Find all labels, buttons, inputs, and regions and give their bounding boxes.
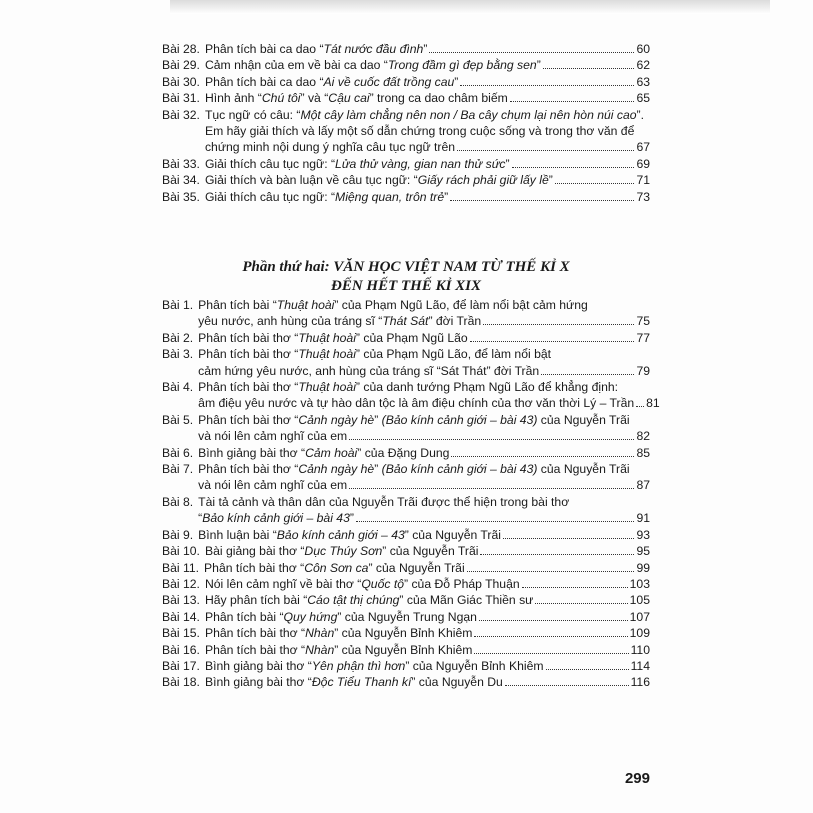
entry-number: Bài 35. [162, 189, 200, 204]
text-segment: ”. [636, 107, 644, 122]
entry-number: Bài 13. [162, 593, 200, 608]
text-segment: ” [374, 412, 382, 427]
text-segment: Bình giảng bài thơ “ [198, 445, 306, 460]
work-title: Ai về cuốc đất trồng cau [323, 74, 455, 89]
text-segment: Phân tích bài thơ “ [198, 380, 299, 395]
work-title: Chú tôi [261, 91, 301, 106]
work-title: Cảm hoài [305, 445, 358, 460]
entry-title-line [205, 57, 650, 73]
dot-leader [555, 183, 635, 184]
text-segment: Phân tích bài ca dao “ [204, 42, 324, 56]
text-segment: Tài tả cảnh và thân dân của Nguyễn Trãi được thể hiện trong bài thơ [198, 494, 570, 509]
dot-leader [510, 101, 635, 102]
entry-title-text [205, 156, 510, 172]
entry-title-line [198, 428, 650, 444]
text-segment: Phân tích bài “ [198, 298, 277, 312]
entry-title-line [198, 379, 650, 395]
entry-title-line [205, 41, 650, 57]
entry-number: Bài 8. [162, 494, 194, 509]
entry-number: Bài 2. [162, 330, 194, 345]
entry-title [198, 494, 650, 527]
entry-title-text [205, 674, 503, 690]
toc-entry [162, 560, 650, 576]
text-segment: ” đời Trần [428, 314, 482, 329]
entry-title [205, 592, 650, 608]
text-segment: âm điệu yêu nước và tự hào dân tộc là âm điệu chính của thơ văn thời Lý – Trần [198, 396, 635, 411]
entry-title-text [198, 363, 539, 379]
work-title: (Bảo kính cảnh giới – bài 43) [381, 412, 538, 427]
text-segment: ” [374, 462, 382, 477]
work-title: Cáo tật thị chúng [307, 593, 400, 608]
page-ref: 110 [630, 642, 650, 657]
text-segment: Bình luận bài “ [198, 527, 277, 542]
dot-leader [474, 653, 628, 654]
entry-number: Bài 16. [162, 642, 200, 657]
text-segment: Hình ảnh “ [204, 91, 262, 106]
page-number: 299 [624, 770, 650, 787]
toc-entry [162, 592, 650, 608]
entry-title-text [198, 313, 481, 329]
dot-leader [546, 669, 629, 670]
entry-title-line [205, 674, 650, 690]
text-segment: ” của Phạm Ngũ Lão [355, 330, 468, 345]
entry-title-text [205, 642, 472, 658]
text-segment: và nói lên cảm nghĩ của em [198, 429, 348, 444]
entry-title-line [198, 297, 650, 313]
entry-number: Bài 33. [162, 156, 200, 171]
entry-title [205, 674, 650, 690]
page-ref: 81 [646, 396, 660, 411]
dot-leader [636, 406, 644, 407]
toc-entry [162, 625, 650, 641]
entry-title-line [198, 330, 650, 346]
text-segment: ” [423, 42, 428, 56]
text-segment: ” [454, 74, 459, 89]
toc-entry [162, 57, 650, 73]
text-segment: Bình giảng bài thơ “ [204, 658, 312, 673]
work-title: Thuật hoài [276, 298, 335, 312]
toc-entry [162, 412, 650, 445]
text-segment: và nói lên cảm nghĩ của em [198, 478, 348, 493]
page-top-edge [170, 0, 770, 14]
work-title: Độc Tiểu Thanh kí [311, 675, 412, 690]
text-segment: Cảm nhận của em về bài ca dao “ [204, 58, 388, 73]
toc-part-two [162, 297, 660, 691]
text-segment: Hãy phân tích bài “ [204, 593, 308, 608]
page-ref: 63 [636, 74, 650, 89]
text-segment: ” của danh tướng Phạm Ngũ Lão để khẳng định: [355, 380, 619, 395]
text-segment: Phân tích bài thơ “ [204, 642, 306, 657]
entry-title-text [205, 139, 455, 155]
entry-title [205, 57, 650, 73]
entry-title-line [198, 494, 650, 510]
entry-title [205, 107, 650, 156]
page-ref: 82 [636, 429, 650, 444]
section-title [162, 258, 650, 296]
work-title: (Bảo kính cảnh giới – bài 43) [381, 462, 538, 477]
entry-title [205, 172, 650, 188]
entry-title-text [205, 658, 544, 674]
work-title: Thát Sát [382, 314, 429, 329]
text-segment: ” của Nguyễn Bỉnh Khiêm [334, 642, 473, 657]
toc-entry [162, 609, 650, 625]
entry-number: Bài 7. [162, 462, 194, 477]
entry-title-text [205, 57, 541, 73]
text-segment: ” của Nguyễn Du [411, 675, 503, 690]
page-ref: 114 [630, 658, 650, 673]
work-title: Cậu cai [328, 91, 370, 106]
entry-title-text [205, 625, 472, 641]
toc-entry [162, 642, 650, 658]
page-ref: 60 [636, 42, 650, 56]
toc-entry [162, 445, 650, 461]
text-segment: ” của Đặng Dung [357, 445, 450, 460]
toc-entry [162, 527, 650, 543]
text-segment: Nói lên cảm nghĩ về bài thơ “ [204, 576, 362, 591]
entry-title-line [205, 592, 650, 608]
page-ref: 62 [636, 58, 650, 73]
entry-title-line [198, 510, 650, 526]
entry-title [198, 461, 650, 494]
entry-title-line [205, 642, 650, 658]
entry-title-text [205, 543, 479, 559]
dot-leader [543, 68, 635, 69]
entry-title-line [198, 445, 650, 461]
dot-leader [450, 200, 634, 201]
page-ref: 103 [629, 576, 650, 591]
toc-entry [162, 674, 650, 690]
text-segment: chứng minh nội dung ý nghĩa câu tục ngữ trên [204, 140, 456, 155]
entry-title [205, 41, 650, 57]
entry-title-line [205, 107, 650, 123]
entry-title-text [205, 172, 553, 188]
entry-title-line [198, 477, 650, 493]
entry-title-text [205, 576, 520, 592]
toc-entry [162, 543, 650, 559]
entry-title [198, 379, 660, 412]
entry-title [205, 156, 650, 172]
entry-number: Bài 32. [162, 107, 200, 122]
text-segment: Tục ngữ có câu: “ [204, 107, 301, 122]
entry-number: Bài 10. [162, 544, 200, 559]
work-title: Cảnh ngày hè [298, 412, 375, 427]
dot-leader [512, 167, 635, 168]
entry-title-text [198, 445, 449, 461]
toc-entry [162, 658, 650, 674]
page-ref: 93 [636, 527, 650, 542]
page-ref: 71 [636, 173, 650, 188]
entry-title-line [205, 172, 650, 188]
work-title: Thuật hoài [298, 347, 356, 362]
dot-leader [479, 620, 628, 621]
text-segment: ” của Nguyễn Bỉnh Khiêm [405, 658, 544, 673]
page-ref: 99 [636, 560, 650, 575]
work-title: Thuật hoài [298, 330, 356, 345]
text-segment: Phân tích bài thơ “ [198, 330, 299, 345]
dot-leader [356, 521, 635, 522]
toc-entry [162, 172, 650, 188]
entry-title-text [198, 395, 634, 411]
entry-number: Bài 12. [162, 576, 200, 591]
text-segment: ” của Phạm Ngũ Lão, để làm nổi bật cảm hứng [334, 298, 588, 312]
work-title: Miệng quan, trôn trẻ [335, 189, 445, 204]
dot-leader [470, 341, 635, 342]
entry-title-line [205, 543, 650, 559]
entry-title-text [198, 428, 347, 444]
toc-entry [162, 494, 650, 527]
entry-title [205, 658, 650, 674]
entry-number: Bài 3. [162, 347, 194, 362]
entry-title-line [205, 625, 650, 641]
section-title-line-1: Phần thứ hai: VĂN HỌC VIỆT NAM TỪ THẾ KỈ X [242, 259, 570, 275]
text-segment: Phân tích bài thơ “ [198, 347, 299, 362]
entry-number: Bài 17. [162, 658, 200, 673]
page-ref: 75 [636, 314, 650, 329]
page-ref: 116 [630, 675, 650, 690]
entry-title-line [205, 658, 650, 674]
entry-number: Bài 14. [162, 609, 200, 624]
page-ref: 69 [636, 156, 650, 171]
entry-title [205, 576, 650, 592]
toc-entry [162, 297, 650, 330]
text-segment: Em hãy giải thích và lấy một số dẫn chứng trong cuộc sống và trong thơ văn để [204, 124, 635, 139]
text-segment: ” [444, 189, 449, 204]
text-segment: Phân tích bài “ [204, 609, 284, 624]
entry-number: Bài 9. [162, 527, 194, 542]
entry-number: Bài 1. [162, 298, 194, 312]
work-title: Lửa thử vàng, gian nan thử sức [335, 156, 506, 171]
dot-leader [522, 587, 628, 588]
entry-title [198, 297, 650, 330]
toc-entry [162, 41, 650, 57]
entry-number: Bài 28. [162, 42, 200, 56]
entry-title-text [205, 41, 427, 57]
entry-title-line [205, 74, 650, 90]
page-ref: 107 [629, 609, 650, 624]
entry-number: Bài 31. [162, 91, 200, 106]
text-segment: yêu nước, anh hùng của tráng sĩ “ [198, 314, 383, 329]
work-title: Tát nước đầu đình [323, 42, 424, 56]
text-segment: Bình giảng bài thơ “ [204, 675, 312, 690]
entry-title [198, 527, 650, 543]
work-title: Nhàn [305, 642, 335, 657]
entry-title-line [198, 313, 650, 329]
work-title: Nhàn [305, 626, 335, 641]
entry-title-line [205, 576, 650, 592]
entry-title [198, 330, 650, 346]
page-ref: 73 [636, 189, 650, 204]
dot-leader [349, 488, 634, 489]
entry-title [198, 346, 650, 379]
text-segment: “ [198, 511, 203, 526]
entry-title [205, 74, 650, 90]
text-segment: ” [536, 58, 541, 73]
dot-leader [541, 374, 634, 375]
dot-leader [451, 456, 634, 457]
page-ref: 91 [636, 511, 650, 526]
text-segment: ” [548, 173, 553, 188]
dot-leader [505, 685, 629, 686]
dot-leader [349, 439, 634, 440]
toc-entry [162, 576, 650, 592]
entry-title-text [198, 510, 354, 526]
work-title: Giấy rách phải giữ lấy lề [417, 173, 549, 188]
text-segment: ” của Đỗ Pháp Thuận [404, 576, 520, 591]
text-segment: Giải thích câu tục ngữ: “ [204, 189, 336, 204]
entry-title-line [205, 609, 650, 625]
entry-number: Bài 5. [162, 412, 194, 427]
text-segment: ” [505, 156, 510, 171]
text-segment: ” của Mãn Giác Thiền sư [399, 593, 534, 608]
page-ref: 79 [636, 363, 650, 378]
text-segment: ” của Nguyễn Trãi [368, 560, 465, 575]
section-title-line-2: ĐẾN HẾT THẾ KỈ XIX [330, 278, 482, 294]
page-ref: 105 [629, 593, 650, 608]
toc-entry [162, 107, 650, 156]
dot-leader [483, 324, 634, 325]
toc-entry [162, 330, 650, 346]
entry-title [205, 189, 650, 205]
toc-entry [162, 461, 650, 494]
work-title: Trong đầm gì đẹp bằng sen [387, 58, 537, 73]
entry-title-text [205, 74, 458, 90]
entry-title-text [205, 592, 533, 608]
text-segment: Giải thích và bàn luận về câu tục ngữ: “ [204, 173, 418, 188]
entry-number: Bài 18. [162, 675, 200, 690]
work-title: Một cây làm chẳng nên non / Ba cây chụm lại nên hòn núi cao [300, 107, 637, 122]
toc-entry [162, 189, 650, 205]
entry-title-text [198, 330, 468, 346]
dot-leader [429, 52, 634, 53]
dot-leader [467, 571, 635, 572]
work-title: Quốc tộ [361, 576, 404, 591]
text-segment: ” của Phạm Ngũ Lão, để làm nổi bật [355, 347, 552, 362]
entry-title-line [198, 395, 660, 411]
entry-title-line [205, 139, 650, 155]
dot-leader [460, 85, 634, 86]
toc-entry [162, 156, 650, 172]
work-title: Thuật hoài [298, 380, 356, 395]
page-ref: 87 [636, 478, 650, 493]
work-title: Cảnh ngày hè [298, 462, 375, 477]
dot-leader [480, 554, 634, 555]
text-segment: ” của Nguyễn Trãi [404, 527, 501, 542]
toc-entry [162, 379, 660, 412]
toc-part-one [162, 41, 650, 205]
text-segment: cảm hứng yêu nước, anh hùng của tráng sĩ “Sát Thát” đời Trần [198, 363, 540, 378]
entry-title [205, 625, 650, 641]
entry-number: Bài 15. [162, 626, 200, 641]
entry-title [205, 90, 650, 106]
entry-number: Bài 4. [162, 380, 194, 395]
page-ref: 85 [636, 445, 650, 460]
entry-title-line [204, 560, 650, 576]
text-segment: ” [349, 511, 354, 526]
dot-leader [474, 636, 627, 637]
entry-title-line [198, 363, 650, 379]
dot-leader [457, 150, 634, 151]
text-segment: Bài giảng bài thơ “ [204, 544, 305, 559]
text-segment: Phân tích bài ca dao “ [204, 74, 324, 89]
entry-title-text [205, 189, 448, 205]
work-title: Yên phận thì hơn [311, 658, 406, 673]
page-ref: 95 [636, 544, 650, 559]
text-segment: của Nguyễn Trãi [537, 462, 630, 477]
entry-title [205, 642, 650, 658]
page-ref: 65 [636, 91, 650, 106]
text-segment: Phân tích bài thơ “ [204, 626, 306, 641]
text-segment: ” của Nguyễn Trãi [382, 544, 479, 559]
entry-number: Bài 11. [162, 560, 200, 575]
entry-number: Bài 29. [162, 58, 200, 73]
page-ref: 67 [636, 140, 650, 155]
entry-number: Bài 30. [162, 74, 200, 89]
text-segment: của Nguyễn Trãi [537, 412, 630, 427]
entry-title-text [198, 527, 501, 543]
entry-title [205, 609, 650, 625]
entry-title-line [198, 461, 650, 477]
work-title: Bảo kính cảnh giới – 43 [276, 527, 405, 542]
text-segment: ” của Nguyễn Trung Ngạn [337, 609, 477, 624]
text-segment: ” trong ca dao châm biếm [369, 91, 508, 106]
work-title: Côn Sơn ca [304, 560, 369, 575]
entry-title [198, 412, 650, 445]
entry-title-line [205, 123, 650, 139]
entry-title-text [204, 560, 465, 576]
text-segment: ” của Nguyễn Bỉnh Khiêm [334, 626, 473, 641]
text-segment: Phân tích bài thơ “ [198, 412, 299, 427]
entry-title-line [198, 346, 650, 362]
entry-title-line [198, 412, 650, 428]
entry-title-line [205, 156, 650, 172]
entry-number: Bài 6. [162, 445, 194, 460]
entry-title [205, 543, 650, 559]
dot-leader [503, 538, 634, 539]
text-segment: Phân tích bài thơ “ [204, 560, 305, 575]
toc-entry [162, 74, 650, 90]
work-title: Quy hứng [283, 609, 338, 624]
text-segment: Giải thích câu tục ngữ: “ [204, 156, 336, 171]
entry-title-text [205, 90, 508, 106]
entry-title [204, 560, 650, 576]
entry-title-text [205, 609, 477, 625]
work-title: Bảo kính cảnh giới – bài 43 [202, 511, 350, 526]
work-title: Dục Thúy Sơn [304, 544, 383, 559]
page-ref: 109 [629, 626, 650, 641]
entry-title-text [198, 477, 347, 493]
toc-entry [162, 346, 650, 379]
entry-title-line [205, 189, 650, 205]
page-ref: 77 [636, 330, 650, 345]
entry-number: Bài 34. [162, 173, 200, 188]
dot-leader [535, 603, 627, 604]
toc-entry [162, 90, 650, 106]
entry-title-line [198, 527, 650, 543]
text-segment: ” và “ [300, 91, 329, 106]
text-segment: Phân tích bài thơ “ [198, 462, 299, 477]
entry-title [198, 445, 650, 461]
entry-title-line [205, 90, 650, 106]
